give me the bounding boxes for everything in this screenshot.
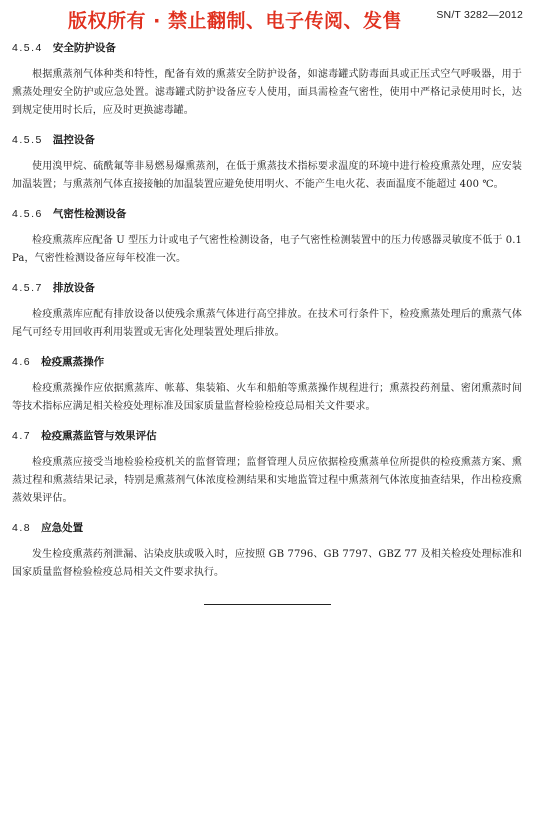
section-4-7 xyxy=(12,428,522,508)
section-heading xyxy=(12,354,522,370)
section-title: 检疫熏蒸操作 xyxy=(41,356,105,368)
section-heading xyxy=(12,428,522,444)
section-number: 4.5.6 xyxy=(12,208,43,220)
section-paragraph: 根据熏蒸剂气体种类和特性，配备有效的熏蒸安全防护设备，如滤毒罐式防毒面具或正压式空气呼吸器，用于熏蒸处理安全防护或应急处置。滤毒罐式防护设备应专人使用，面具需检查气密性，使用中严格记录使用时长，达到规定使用时长后，应及时更换滤毒罐。 xyxy=(12,69,522,116)
section-number: 4.5.7 xyxy=(12,282,43,294)
section-4-5-7 xyxy=(12,280,522,342)
section-paragraph: 使用溴甲烷、硫酰氟等非易燃易爆熏蒸剂，在低于熏蒸技术指标要求温度的环境中进行检疫熏蒸处理，应安装加温装置；与熏蒸剂气体直接接触的加温装置应避免使用明火、不能产生电火花、表面温度不能超过 400 ℃。 xyxy=(12,161,522,190)
section-number: 4.7 xyxy=(12,430,32,442)
section-4-6 xyxy=(12,354,522,416)
section-paragraph: 检疫熏蒸操作应依据熏蒸库、帐幕、集装箱、火车和船舶等熏蒸操作规程进行；熏蒸投药剂量、密闭熏蒸时间等技术指标应满足相关检疫处理标准及国家质量监督检验检疫总局相关文件要求。 xyxy=(12,383,522,412)
section-paragraph: 检疫熏蒸库应配有排放设备以使残余熏蒸气体进行高空排放。在技术可行条件下，检疫熏蒸处理后的熏蒸气体尾气可经专用回收再利用装置或无害化处理装置处理后排放。 xyxy=(12,309,522,338)
section-heading xyxy=(12,206,522,222)
section-number: 4.5.5 xyxy=(12,134,43,146)
section-title: 检疫熏蒸监管与效果评估 xyxy=(41,430,157,442)
section-heading xyxy=(12,132,522,148)
section-number: 4.6 xyxy=(12,356,32,368)
section-title: 应急处置 xyxy=(41,522,84,534)
section-heading xyxy=(12,520,522,536)
section-4-5-5 xyxy=(12,132,522,194)
section-heading xyxy=(12,40,522,56)
section-number: 4.5.4 xyxy=(12,42,43,54)
end-divider xyxy=(204,604,331,605)
document-id: SN/T 3282—2012 xyxy=(436,9,523,21)
section-paragraph: 检疫熏蒸库应配备 U 型压力计或电子气密性检测设备，电子气密性检测装置中的压力传感器灵敏度不低于 0.1 Pa，气密性检测设备应每年校准一次。 xyxy=(12,235,522,264)
section-4-5-6 xyxy=(12,206,522,268)
section-title: 排放设备 xyxy=(52,282,95,294)
section-4-8 xyxy=(12,520,522,582)
copyright-watermark: 版权所有 · 禁止翻制、电子传阅、发售 xyxy=(68,10,402,32)
section-paragraph: 发生检疫熏蒸药剂泄漏、沾染皮肤或吸入时，应按照 GB 7796、GB 7797、GBZ 77 及相关检疫处理标准和国家质量监督检验检疫总局相关文件要求执行。 xyxy=(12,549,522,578)
section-title: 气密性检测设备 xyxy=(52,208,127,220)
section-title: 温控设备 xyxy=(52,134,95,146)
section-paragraph: 检疫熏蒸应接受当地检验检疫机关的监督管理；监督管理人员应依据检疫熏蒸单位所提供的检疫熏蒸方案、熏蒸过程和熏蒸结果记录，特别是熏蒸剂气体浓度检测结果和实地监管过程中熏蒸剂气体浓度抽查结果，作出检疫熏蒸效果评估。 xyxy=(12,457,522,504)
section-4-5-4 xyxy=(12,40,522,120)
document-body xyxy=(12,40,522,594)
section-heading xyxy=(12,280,522,296)
section-number: 4.8 xyxy=(12,522,32,534)
section-title: 安全防护设备 xyxy=(52,42,116,54)
